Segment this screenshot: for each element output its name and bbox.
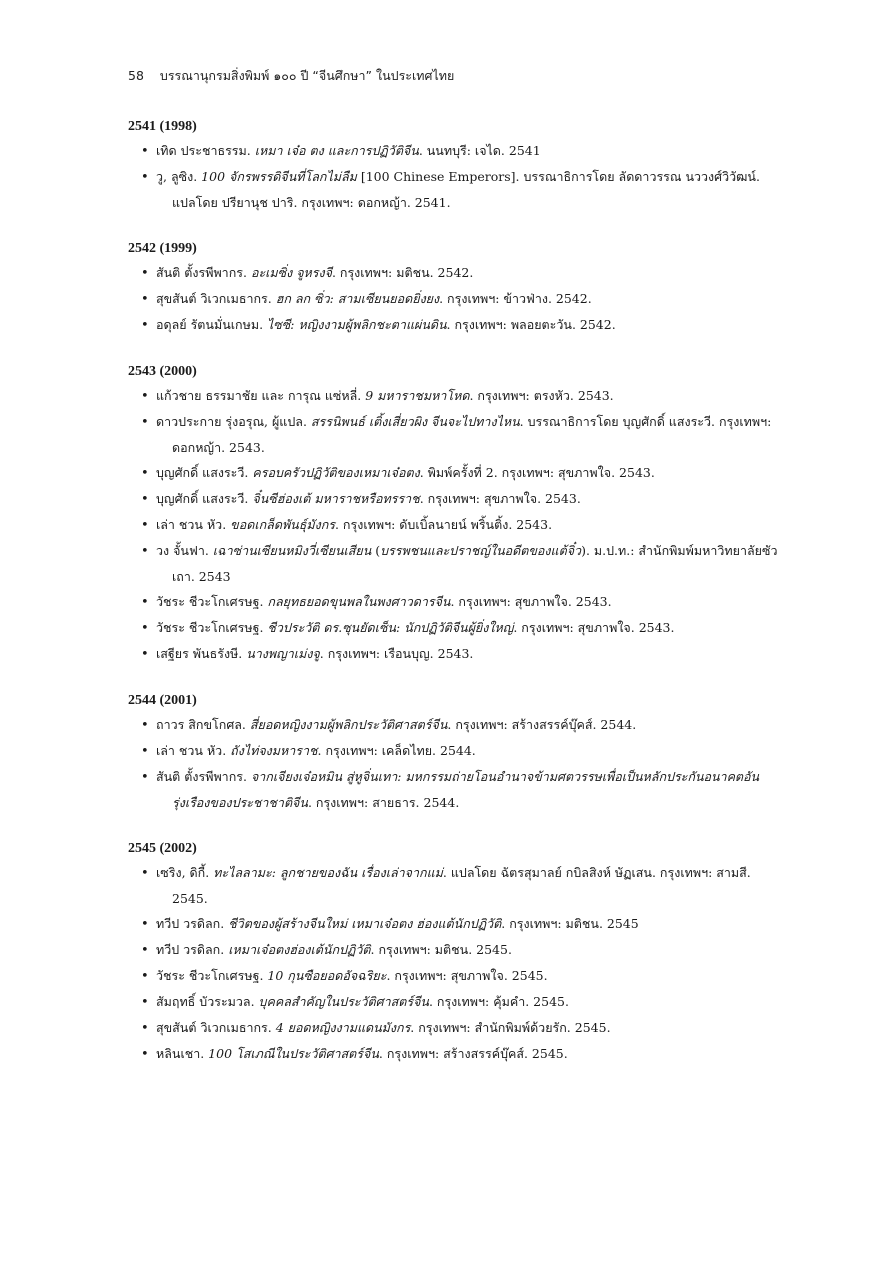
bullet-icon: • <box>141 744 149 759</box>
entry-title: จิ๋นซีฮ่องเต้ มหาราชหรือทรราช <box>252 491 420 506</box>
entry-subtitle: บรรพชนและปราชญ์ในอดีตของแต้จิ๋ว <box>380 543 582 558</box>
entry-title: ฮก ลก ซิ่ว: สามเซียนยอดยิ่งยง <box>275 291 440 306</box>
bullet-icon: • <box>141 969 149 984</box>
bullet-icon: • <box>141 770 149 785</box>
bullet-icon: • <box>141 415 149 430</box>
entry-publication: . พิมพ์ครั้งที่ 2. กรุงเทพฯ: สุขภาพใจ. 2543. <box>419 465 655 480</box>
year-section <box>128 692 778 815</box>
bullet-icon: • <box>141 1047 149 1062</box>
entry-list <box>128 138 778 215</box>
list-item <box>128 860 778 911</box>
list-item <box>128 164 778 215</box>
book-title: บรรณานุกรมสิ่งพิมพ์ ๑๐๐ ปี “จีนศึกษา” ในประเทศไทย <box>159 68 455 83</box>
entry-author: วง จั้นฟา. <box>156 543 213 558</box>
entry-publication: . กรุงเทพฯ: ดับเบิ้ลนายน์ พริ้นติ้ง. 2543. <box>334 517 553 532</box>
entry-title: 9 มหาราชมหาโหด <box>365 388 470 403</box>
entry-publication: . กรุงเทพฯ: สุขภาพใจ. 2545. <box>386 968 548 983</box>
entry-author: วัชระ ชีวะโกเศรษฐ. <box>156 594 268 609</box>
bullet-icon: • <box>141 266 149 281</box>
bibliography-content <box>128 118 778 1092</box>
list-item <box>128 460 778 486</box>
list-item <box>128 409 778 460</box>
entry-publication: . กรุงเทพฯ: สุขภาพใจ. 2543. <box>513 620 675 635</box>
entry-publication: . กรุงเทพฯ: สายธาร. 2544. <box>307 795 460 810</box>
entry-publication: [100 Chinese Emperors]. บรรณาธิการโดย ลัดดาวรรณ นววงศ์วิวัฒน์. แปลโดย ปรียานุช ปาริ. กรุงเทพฯ: ดอกหญ้า. 2541. <box>172 169 760 210</box>
bullet-icon: • <box>141 917 149 932</box>
bullet-icon: • <box>141 544 149 559</box>
entry-author: ทวีป วรดิลก. <box>156 942 229 957</box>
entry-title: ชีวประวัติ ดร.ซุนยัดเซ็น: นักปฏิวัติจีนผู้ยิ่งใหญ่ <box>267 620 514 635</box>
entry-title: จากเจียงเจ๋อหมิน สู่หูจิ่นเทา: มหกรรมถ่ายโอนอำนาจข้ามศตวรรษเพื่อเป็นหลักประกันอนาคตอันรุ่งเรืองของประชาชาติจีน <box>172 769 760 810</box>
bullet-icon: • <box>141 995 149 1010</box>
list-item <box>128 486 778 512</box>
year-section <box>128 840 778 1067</box>
bullet-icon: • <box>141 718 149 733</box>
entry-list <box>128 383 778 667</box>
entry-title: 100 โสเภณีในประวัติศาสตร์จีน <box>208 1046 379 1061</box>
entry-title: ไซซี: หญิงงามผู้พลิกชะตาแผ่นดิน <box>267 317 447 332</box>
year-heading: 2545 (2002) <box>128 841 197 856</box>
entry-author: แก้วชาย ธรรมาชัย และ การุณ แซ่หลี่. <box>156 388 366 403</box>
entry-list <box>128 860 778 1067</box>
bullet-icon: • <box>141 170 149 185</box>
entry-author: บุญศักดิ์ แสงระวี. <box>156 491 253 506</box>
bullet-icon: • <box>141 466 149 481</box>
list-item <box>128 260 778 286</box>
entry-title: ชีวิตของผู้สร้างจีนใหม่ เหมาเจ๋อตง ฮ่องแต้นักปฏิวัติ <box>228 916 502 931</box>
bullet-icon: • <box>141 318 149 333</box>
entry-list <box>128 712 778 815</box>
entry-title: ขอดเกล็ดพันธุ์มังกร <box>230 517 335 532</box>
entry-publication: . กรุงเทพฯ: ข้าวฟ่าง. 2542. <box>439 291 592 306</box>
entry-title: ถังไท่จงมหาราช <box>230 743 318 758</box>
entry-title: สี่ยอดหญิงงามผู้พลิกประวัติศาสตร์จีน <box>249 717 448 732</box>
list-item <box>128 937 778 963</box>
entry-publication: . กรุงเทพฯ: สุขภาพใจ. 2543. <box>419 491 581 506</box>
entry-author: ดาวประกาย รุ่งอรุณ, ผู้แปล. <box>156 414 311 429</box>
entry-title: นางพญาเม่งจู <box>246 646 320 661</box>
entry-author: อดุลย์ รัตนมั่นเกษม. <box>156 317 268 332</box>
entry-title: เหมาเจ๋อตงฮ่องเต้นักปฏิวัติ <box>228 942 371 957</box>
entry-publication: . กรุงเทพฯ: มติชน. 2545 <box>501 916 639 931</box>
entry-publication: . กรุงเทพฯ: เคล็ดไทย. 2544. <box>317 743 476 758</box>
entry-author: เทิด ประชาธรรม. <box>156 143 255 158</box>
entry-author: สันติ ตั้งรพีพากร. <box>156 769 251 784</box>
entry-author: สันติ ตั้งรพีพากร. <box>156 265 251 280</box>
list-item <box>128 589 778 615</box>
list-item <box>128 989 778 1015</box>
year-heading: 2544 (2001) <box>128 693 197 708</box>
entry-title: 100 จักรพรรดิจีนที่โลกไม่ลืม <box>201 169 357 184</box>
entry-publication: . นนทบุรี: เจได. 2541 <box>418 143 541 158</box>
list-item <box>128 738 778 764</box>
bullet-icon: • <box>141 518 149 533</box>
entry-author: วัชระ ชีวะโกเศรษฐ. <box>156 620 268 635</box>
entry-title: บุคคลสำคัญในประวัติศาสตร์จีน <box>258 994 429 1009</box>
entry-title: ครอบครัวปฏิวัติของเหมาเจ๋อตง <box>252 465 420 480</box>
list-item <box>128 641 778 667</box>
running-header <box>128 66 454 86</box>
bullet-icon: • <box>141 389 149 404</box>
entry-title: อะเมซิ่ง จูหรงจี <box>250 265 332 280</box>
bullet-icon: • <box>141 492 149 507</box>
entry-publication: . กรุงเทพฯ: ตรงหัว. 2543. <box>469 388 614 403</box>
entry-author: เซริง, ดิกี้. <box>156 865 214 880</box>
year-heading: 2542 (1999) <box>128 241 197 256</box>
entry-title: เฉาซ่านเซียนหมิงวี่เซียนเสียน <box>212 543 372 558</box>
list-item <box>128 963 778 989</box>
entry-title: สรรนิพนธ์ เติ้งเสี่ยวผิง จีนจะไปทางไหน <box>310 414 520 429</box>
entry-author: เสฐียร พันธรังษี. <box>156 646 247 661</box>
year-section <box>128 240 778 338</box>
entry-publication: . กรุงเทพฯ: สร้างสรรค์บุ๊คส์. 2544. <box>447 717 637 732</box>
year-section <box>128 118 778 215</box>
bullet-icon: • <box>141 647 149 662</box>
list-item <box>128 712 778 738</box>
entry-publication: ( <box>371 543 381 558</box>
entry-author: บุญศักดิ์ แสงระวี. <box>156 465 253 480</box>
entry-publication: . กรุงเทพฯ: มติชน. 2542. <box>331 265 474 280</box>
entry-author: ถาวร สิกขโกศล. <box>156 717 250 732</box>
entry-author: เล่า ชวน หัว. <box>156 743 231 758</box>
entry-author: วู, ลูซิง. <box>156 169 202 184</box>
bullet-icon: • <box>141 1021 149 1036</box>
entry-author: หลินเชา. <box>156 1046 209 1061</box>
entry-author: สุขสันต์ วิเวกเมธากร. <box>156 291 276 306</box>
bullet-icon: • <box>141 595 149 610</box>
year-heading: 2541 (1998) <box>128 119 197 134</box>
list-item <box>128 383 778 409</box>
bullet-icon: • <box>141 144 149 159</box>
entry-author: ทวีป วรดิลก. <box>156 916 229 931</box>
entry-publication: . กรุงเทพฯ: สำนักพิมพ์ด้วยรัก. 2545. <box>410 1020 611 1035</box>
list-item <box>128 911 778 937</box>
list-item <box>128 512 778 538</box>
entry-publication: . กรุงเทพฯ: คุ้มคำ. 2545. <box>428 994 569 1009</box>
entry-list <box>128 260 778 338</box>
bullet-icon: • <box>141 943 149 958</box>
bullet-icon: • <box>141 292 149 307</box>
list-item <box>128 138 778 164</box>
entry-publication: . กรุงเทพฯ: สุขภาพใจ. 2543. <box>450 594 612 609</box>
year-section <box>128 363 778 667</box>
entry-author: สัมฤทธิ์ บัวระมวล. <box>156 994 259 1009</box>
entry-title: 10 กุนซือยอดอัจฉริยะ <box>267 968 387 983</box>
list-item <box>128 615 778 641</box>
list-item <box>128 538 778 589</box>
entry-author: วัชระ ชีวะโกเศรษฐ. <box>156 968 268 983</box>
entry-title: เหมา เจ๋อ ตง และการปฏิวัติจีน <box>254 143 419 158</box>
entry-author: สุขสันต์ วิเวกเมธากร. <box>156 1020 276 1035</box>
entry-publication-rest: ). ม.ป.ท.: สำนักพิมพ์มหาวิทยาลัยซัวเถา. 2543 <box>172 543 778 584</box>
entry-title: ทะไลลามะ: ลูกชายของฉัน เรื่องเล่าจากแม่ <box>213 865 443 880</box>
entry-publication: . กรุงเทพฯ: มติชน. 2545. <box>370 942 512 957</box>
list-item <box>128 312 778 338</box>
entry-publication: . กรุงเทพฯ: สร้างสรรค์บุ๊คส์. 2545. <box>378 1046 568 1061</box>
entry-publication: . แปลโดย ฉัตรสุมาลย์ กบิลสิงห์ ษัฏเสน. กรุงเทพฯ: สามสี. 2545. <box>172 865 751 906</box>
list-item <box>128 764 778 815</box>
page-number: 58 <box>128 68 144 83</box>
list-item <box>128 1041 778 1067</box>
entry-title: กลยุทธยอดขุนพลในพงศาวดารจีน <box>267 594 451 609</box>
entry-publication: . กรุงเทพฯ: พลอยตะวัน. 2542. <box>446 317 616 332</box>
year-heading: 2543 (2000) <box>128 364 197 379</box>
entry-author: เล่า ชวน หัว. <box>156 517 231 532</box>
bullet-icon: • <box>141 866 149 881</box>
bullet-icon: • <box>141 621 149 636</box>
entry-publication: . กรุงเทพฯ: เรือนบุญ. 2543. <box>319 646 474 661</box>
entry-title: 4 ยอดหญิงงามแดนมังกร <box>275 1020 411 1035</box>
entry-publication: . บรรณาธิการโดย บุญศักดิ์ แสงระวี. กรุงเทพฯ: ดอกหญ้า. 2543. <box>172 414 772 455</box>
list-item <box>128 286 778 312</box>
list-item <box>128 1015 778 1041</box>
